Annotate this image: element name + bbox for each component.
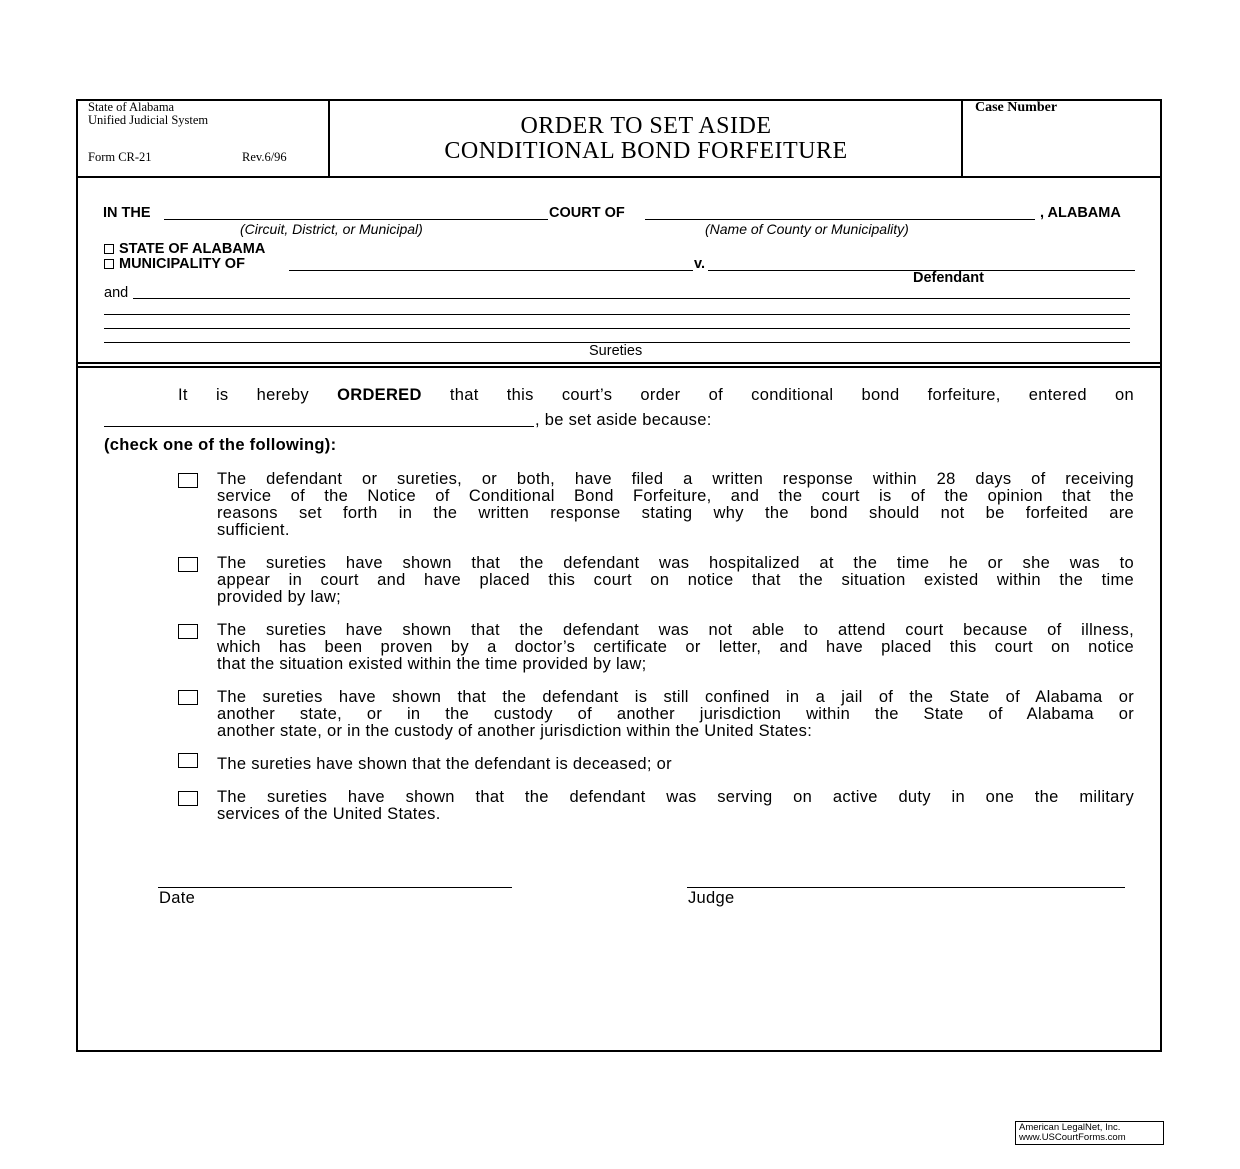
option-1-checkbox[interactable]	[178, 473, 198, 488]
option-2-line: appear in court and have placed this court on notice that the situation existed within the time	[217, 571, 1134, 589]
court-type-hint: (Circuit, District, or Municipal)	[240, 221, 423, 237]
judge-signature-line[interactable]	[687, 887, 1125, 888]
option-6-text	[217, 789, 1134, 823]
county-hint: (Name of County or Municipality)	[705, 221, 909, 237]
defendant-label: Defendant	[913, 270, 984, 286]
option-1-line: reasons set forth in the written response stating why the bond should not be forfeited are	[217, 504, 1134, 522]
option-3-line: which has been proven by a doctor’s certificate or letter, and have placed this court on notice	[217, 638, 1134, 656]
option-4-line: The sureties have shown that the defendant is still confined in a jail of the State of Alabama or	[217, 688, 1134, 706]
option-6-line: The sureties have shown that the defendant was serving on active duty in one the military	[217, 788, 1134, 806]
option-4-checkbox[interactable]	[178, 690, 198, 705]
option-2-text	[217, 555, 1134, 606]
option-5-checkbox[interactable]	[178, 753, 198, 768]
option-3-line: The sureties have shown that the defendant was not able to attend court because of illness,	[217, 621, 1134, 639]
sureties-field-3[interactable]	[104, 328, 1130, 329]
state-option[interactable]	[104, 241, 265, 257]
date-label: Date	[159, 889, 196, 907]
ordered-word: ORDERED	[337, 386, 422, 404]
option-5-line: The sureties have shown that the defendant is deceased; or	[217, 755, 672, 773]
caption-divider-1	[76, 362, 1162, 364]
sureties-label: Sureties	[589, 343, 643, 359]
header-divider	[76, 176, 1162, 178]
option-4-line: another state, or in the custody of another jurisdiction within the State of Alabama or	[217, 705, 1134, 723]
municipality-option-label: MUNICIPALITY OF	[119, 256, 245, 272]
option-3-text	[217, 622, 1134, 673]
sureties-field-2[interactable]	[104, 314, 1130, 315]
and-label: and	[104, 285, 129, 301]
publisher-name: American LegalNet, Inc.	[1019, 1122, 1121, 1133]
state-option-label: STATE OF ALABAMA	[119, 241, 266, 257]
state-name: State of Alabama	[88, 100, 175, 114]
option-2-line: The sureties have shown that the defendant was hospitalized at the time he or she was to	[217, 554, 1134, 572]
state-checkbox[interactable]	[104, 244, 114, 254]
sureties-field-1[interactable]	[133, 298, 1130, 299]
publisher-badge	[1015, 1121, 1164, 1145]
municipality-option[interactable]	[104, 256, 245, 272]
option-3-line: that the situation existed within the time provided by law;	[217, 655, 647, 673]
option-1-line: sufficient.	[217, 521, 290, 539]
court-of-label: COURT OF	[549, 205, 625, 221]
order-intro	[178, 387, 1134, 404]
municipality-field[interactable]	[289, 270, 693, 271]
option-6-line: services of the United States.	[217, 805, 441, 823]
form-title-line2: CONDITIONAL BOND FORFEITURE	[444, 138, 848, 164]
check-instruction: (check one of the following):	[104, 436, 337, 454]
system-name: Unified Judicial System	[88, 113, 209, 127]
alabama-label: , ALABAMA	[1040, 205, 1121, 221]
case-number-label: Case Number	[975, 100, 1058, 115]
in-the-label: IN THE	[103, 205, 151, 221]
option-1-line: service of the Notice of Conditional Bond Forfeiture, and the court is of the opinion that the	[217, 487, 1134, 505]
order-intro-post: that this court’s order of conditional bond forfeiture, entered on	[449, 386, 1134, 404]
order-intro-pre: It is hereby	[178, 386, 309, 404]
form-revision: Rev.6/96	[242, 150, 287, 164]
set-aside-text: , be set aside because:	[535, 411, 712, 429]
option-6-checkbox[interactable]	[178, 791, 198, 806]
option-5-text	[217, 756, 1134, 773]
option-2-line: provided by law;	[217, 588, 342, 606]
versus-label: v.	[694, 256, 706, 272]
entered-on-date-field[interactable]	[104, 426, 534, 427]
date-signature-line[interactable]	[158, 887, 512, 888]
option-1-line: The defendant or sureties, or both, have filed a written response within 28 days of receiving	[217, 470, 1134, 488]
option-4-line: another state, or in the custody of another jurisdiction within the United States:	[217, 722, 813, 740]
county-field[interactable]	[645, 219, 1035, 220]
caption-divider-2	[76, 366, 1162, 368]
form-title-line1: ORDER TO SET ASIDE	[520, 113, 772, 139]
form-number: Form CR-21	[88, 150, 152, 164]
court-type-field[interactable]	[164, 219, 548, 220]
option-2-checkbox[interactable]	[178, 557, 198, 572]
option-1-text	[217, 471, 1134, 539]
option-3-checkbox[interactable]	[178, 624, 198, 639]
option-4-text	[217, 689, 1134, 740]
publisher-website: www.USCourtForms.com	[1019, 1132, 1126, 1143]
municipality-checkbox[interactable]	[104, 259, 114, 269]
judge-label: Judge	[688, 889, 735, 907]
